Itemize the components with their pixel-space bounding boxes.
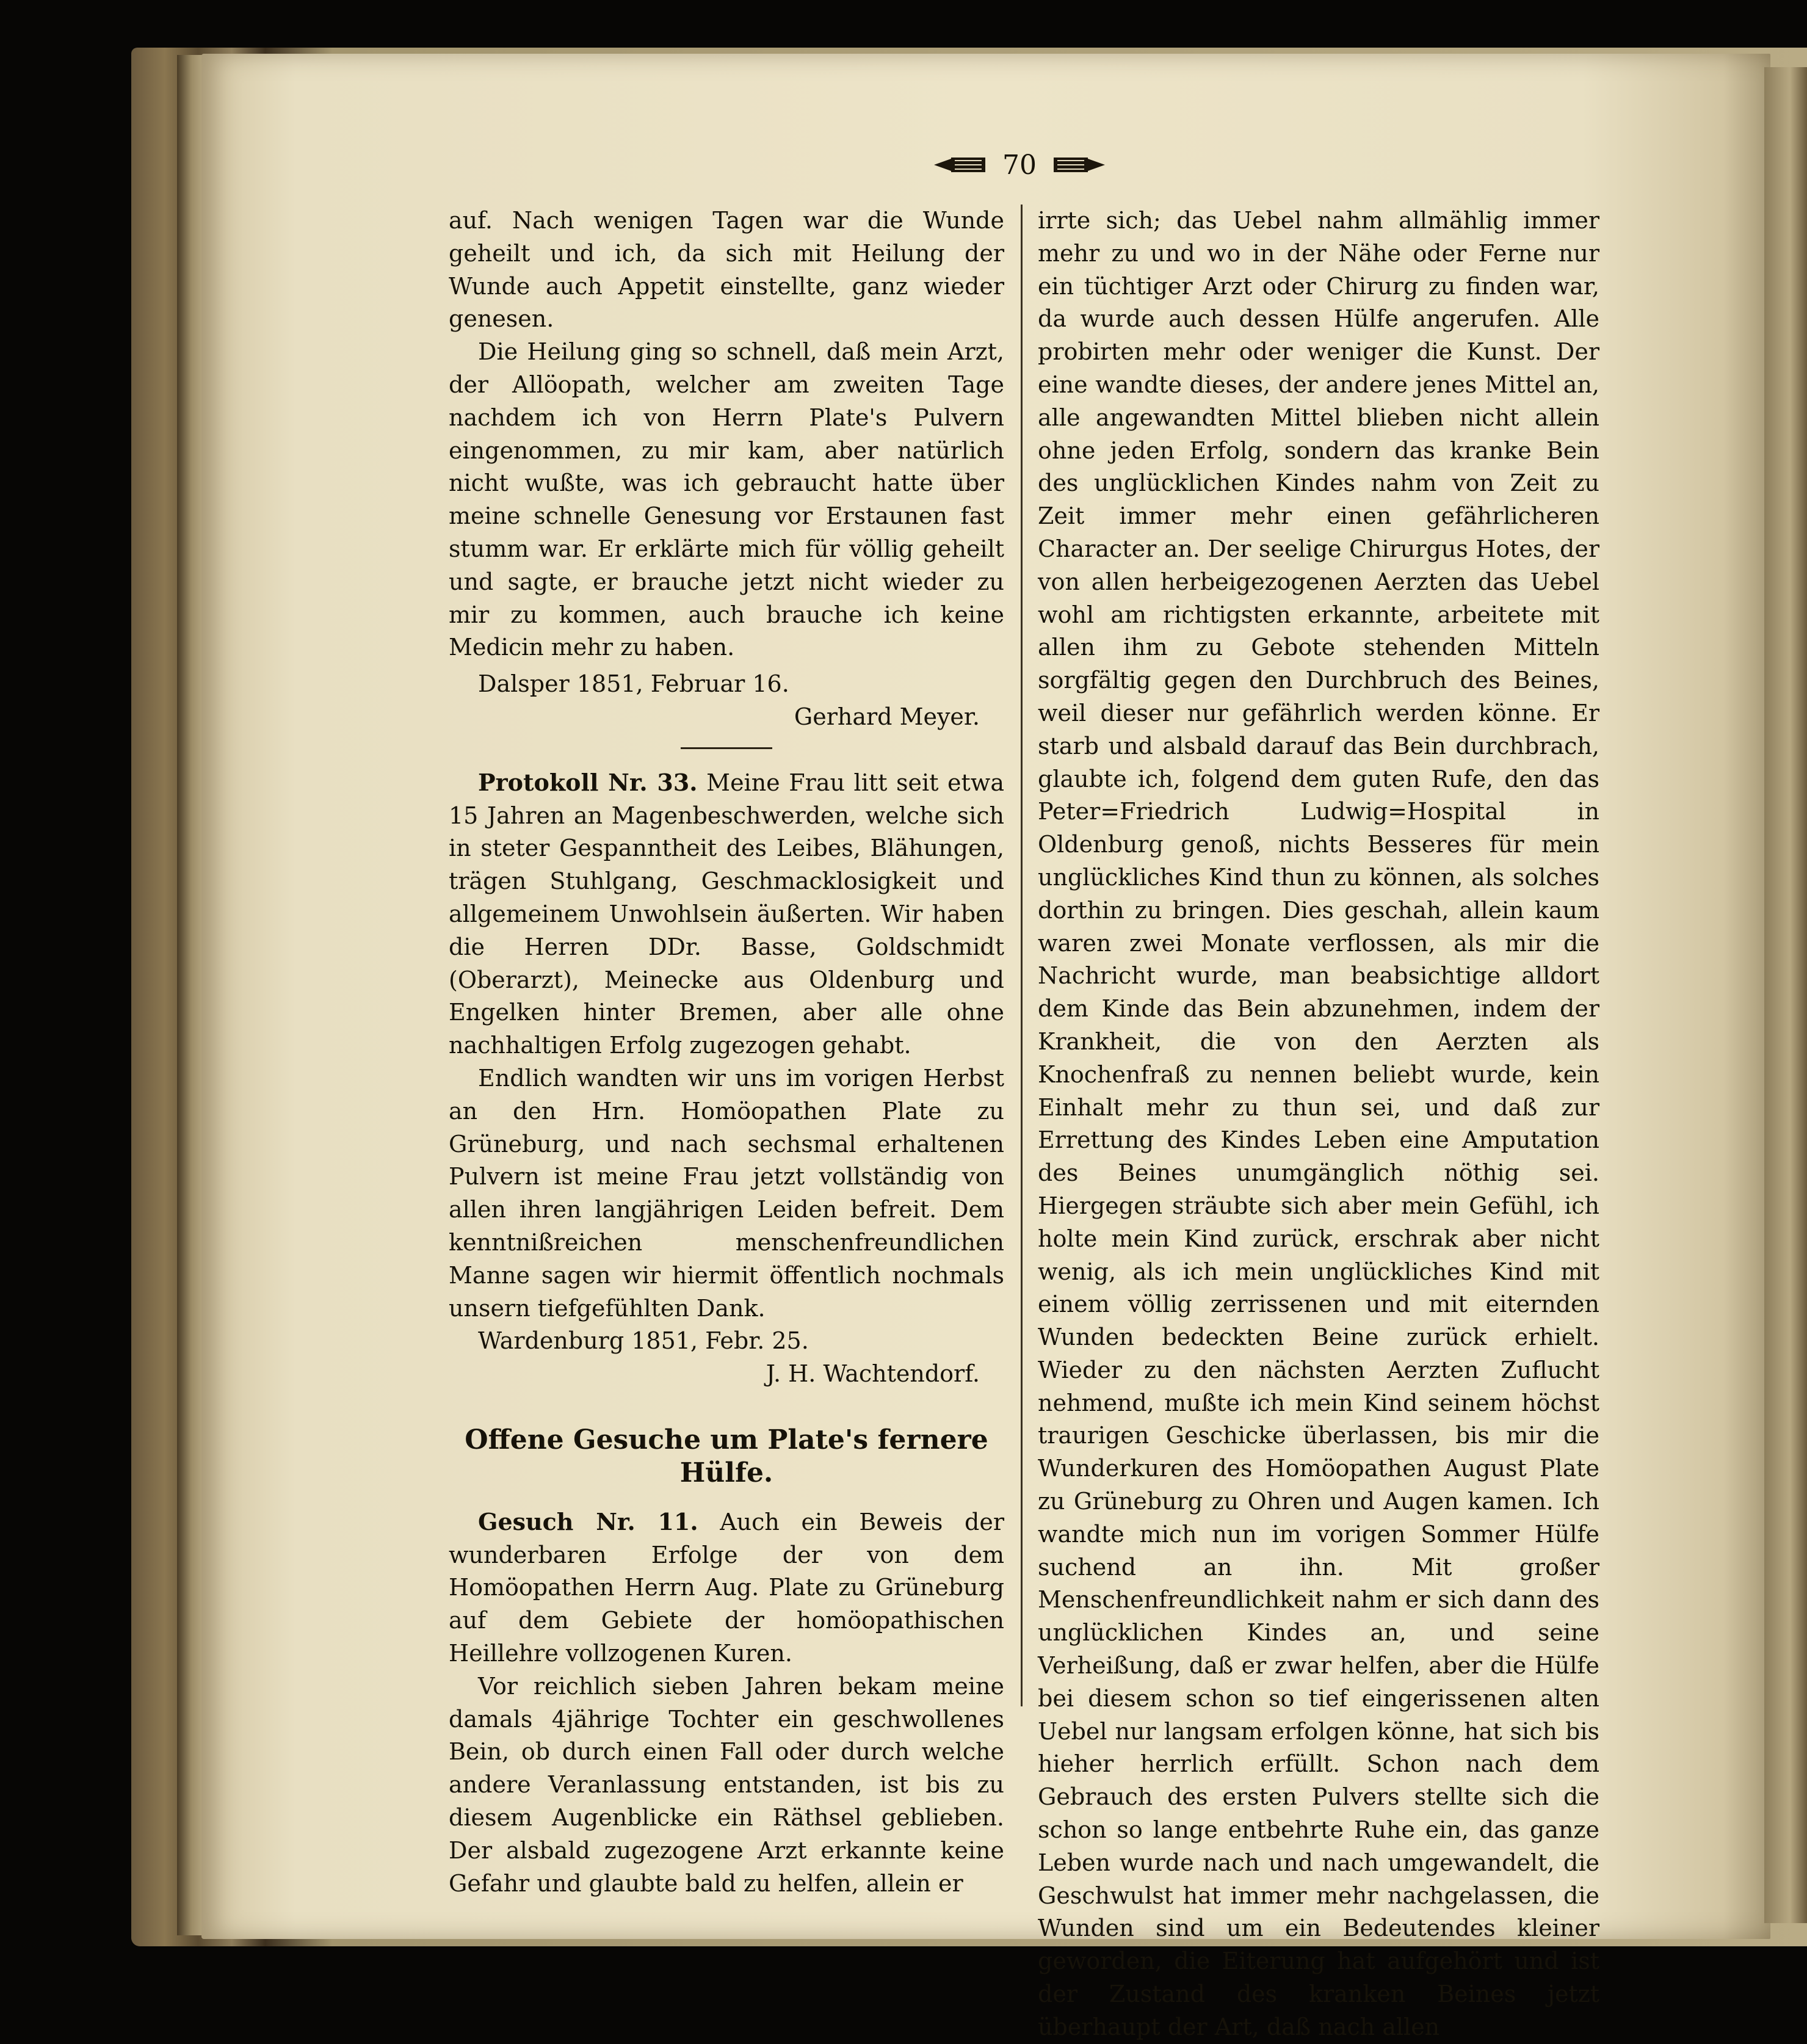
column-divider bbox=[1021, 205, 1023, 1706]
paragraph: Vor reichlich sieben Jahren bekam meine damals 4jährige Tochter ein geschwollenes Bein, ob durch einen Fall oder durch welche andere Veranlassung entstanden, ist bis zu diesem Augenblicke ein Räthsel geblieben. Der alsbald zugezogene Arzt erkannte keine Gefahr und glaubte bald zu helfen, allein er bbox=[449, 1672, 1004, 1897]
right-column bbox=[1038, 205, 1599, 2044]
left-column bbox=[449, 205, 1004, 1900]
request-paragraph bbox=[449, 1506, 1004, 1670]
place-date: Wardenburg 1851, Febr. 25. bbox=[478, 1327, 809, 1355]
paragraph: Endlich wandten wir uns im vorigen Herbst an den Hrn. Homöopathen Plate zu Grüneburg, und nach sechsmal erhaltenen Pulvern ist meine Frau jetzt vollständig von allen ihren langjährigen Leiden befreit. Dem kenntnißreichen menschenfreundlichen Manne sagen wir hiermit öffentlich nochmals unsern tiefgefühlten Dank. bbox=[449, 1064, 1004, 1322]
paragraph: Die Heilung ging so schnell, daß mein Arzt, der Allöopath, welcher am zweiten Tage nachdem ich von Herrn Plate's Pulvern eingenommen, zu mir kam, aber natürlich nicht wußte, was ich gebraucht hatte über meine schnelle Genesung vor Erstaunen fast stumm war. Er erklärte mich für völlig geheilt und sagte, er brauche jetzt nicht wieder zu mir zu kommen, auch brauche ich keine Medicin mehr zu haben. bbox=[449, 338, 1004, 661]
request-text: Auch ein Beweis der wunderbaren Erfolge der von dem Homöopathen Herrn Aug. Plate zu Grüneburg auf dem Gebiete der homöopathischen Heillehre vollzogenen Kuren. bbox=[449, 1508, 1004, 1667]
paragraph: irrte sich; das Uebel nahm allmählig immer mehr zu und wo in der Nähe oder Ferne nur ein tüchtiger Arzt oder Chirurg zu finden war, da wurde auch dessen Hülfe angerufen. Alle probirten mehr oder weniger die Kunst. Der eine wandte dieses, der andere jenes Mittel an, alle angewandten Mittel blieben nicht allein ohne jeden Erfolg, sondern das kranke Bein des unglücklichen Kindes nahm von Zeit zu Zeit immer mehr einen gefährlicheren Character an. Der seelige Chirurgus Hotes, der von allen herbeigezogenen Aerzten das Uebel wohl am richtigsten erkannte, arbeitete mit allen ihm zu Gebote stehenden Mitteln sorgfältig gegen den Durchbruch des Beines, weil dieser nur gefährlich werden könne. Er starb und alsbald darauf das Bein durchbrach, glaubte ich, folgend dem guten Rufe, den das Peter=Friedrich Ludwig=Hospital in Oldenburg genoß, nichts Besseres für mein unglückliches Kind thun zu können, als solches dorthin zu bringen. Dies geschah, allein kaum waren zwei Monate verflossen, als mir die Nachricht wurde, man beabsichtige alldort dem Kinde das Bein abzunehmen, indem der Krankheit, die von den Aerzten als Knochenfraß zu nennen beliebt wurde, kein Einhalt mehr zu thun sei, und daß zur Errettung des Kindes Leben eine Amputation des Beines unumgänglich nöthig sei. Hiergegen sträubte sich aber mein Gefühl, ich holte mein Kind zurück, erschrak aber nicht wenig, als ich mein unglückliches Kind mit einem völlig zerrissenen und mit eiternden Wunden bedeckten Beine zurück erhielt. Wieder zu den nächsten Aerzten Zuflucht nehmend, mußte ich mein Kind seinem höchst traurigen Geschicke überlassen, bis mir die Wunderkuren des Homöopathen August Plate zu Grüneburg zu Ohren und Augen kamen. Ich wandte mich nun im vorigen Sommer Hülfe suchend an ihn. Mit großer Menschenfreundlichkeit nahm er sich dann des unglücklichen Kindes an, und seine Verheißung, daß er zwar helfen, aber die Hülfe bei diesem schon so tief eingerissenen alten Uebel nur langsam erfolgen könne, hat sich bis hieher herrlich erfüllt. Schon nach dem Gebrauch des ersten Pulvers stellte sich die schon so lange entbehrte Ruhe ein, das ganze Leben wurde nach und nach umgewandelt, die Geschwulst hat immer mehr nachgelassen, die Wunden sind um ein Bedeutendes kleiner geworden, die Eiterung hat aufgehört und ist der Zustand des kranken Beines jetzt überhaupt der Art, daß nach allen bbox=[1038, 207, 1599, 2040]
protocol-text: Meine Frau litt seit etwa 15 Jahren an Magenbeschwerden, welche sich in steter Gespanntheit des Leibes, Blähungen, trägen Stuhlgang, Geschmacklosigkeit und allgemeinem Unwohlsein äußerten. Wir haben die Herren DDr. Basse, Goldschmidt (Oberarzt), Meinecke aus Oldenburg und Engelken hinter Bremen, aber alle ohne nachhaltigen Erfolg zugezogen gehabt. bbox=[449, 769, 1004, 1059]
page-header bbox=[916, 147, 1123, 183]
section-divider bbox=[681, 747, 772, 749]
signature: Gerhard Meyer. bbox=[794, 703, 980, 730]
page-number: 70 bbox=[1002, 149, 1037, 181]
next-page-edge bbox=[1764, 67, 1807, 1923]
request-label: Gesuch Nr. 11. bbox=[478, 1507, 698, 1535]
protocol-paragraph bbox=[449, 766, 1004, 1062]
protocol-label: Protokoll Nr. 33. bbox=[478, 768, 698, 796]
right-ornament-icon bbox=[1051, 154, 1106, 175]
signature: J. H. Wachtendorf. bbox=[766, 1360, 980, 1388]
place-date: Dalsper 1851, Februar 16. bbox=[478, 670, 789, 698]
section-title: Offene Gesuche um Plate's fernere Hülfe. bbox=[465, 1424, 988, 1488]
left-ornament-icon bbox=[933, 154, 988, 175]
paragraph: auf. Nach wenigen Tagen war die Wunde geheilt und ich, da sich mit Heilung der Wunde auch Appetit einstellte, ganz wieder genesen. bbox=[449, 207, 1004, 333]
